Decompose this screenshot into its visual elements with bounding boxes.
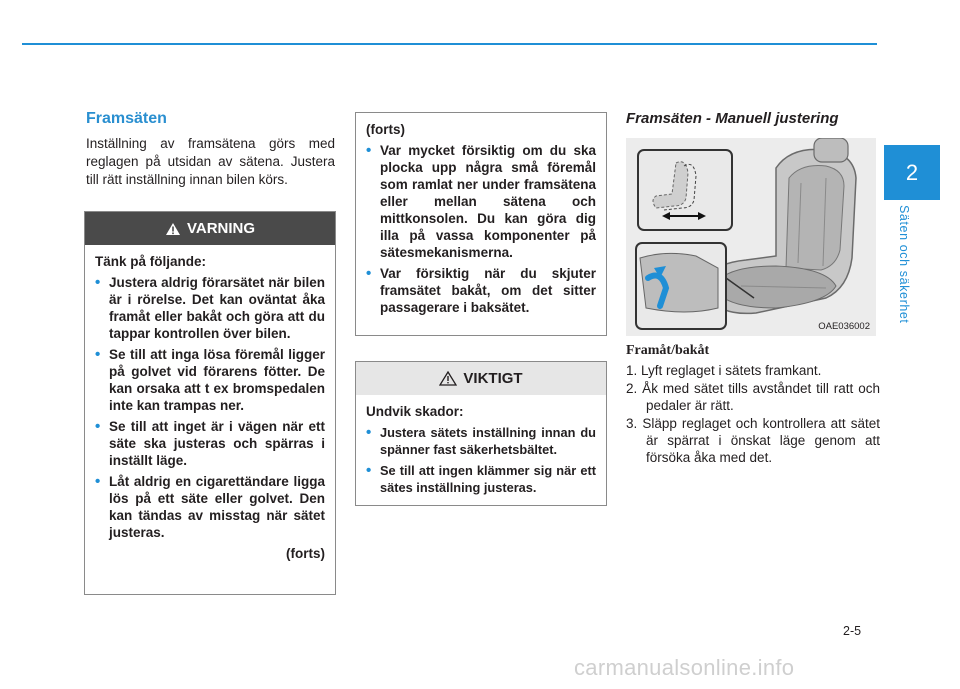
warning-list [95,274,325,541]
notice-box [355,361,607,506]
watermark: carmanualsonline.info [574,655,795,680]
manual-adjust-heading: Framsäten - Manuell justering [626,110,839,127]
warning-body [85,245,335,570]
chapter-tab: 2 [884,145,940,200]
notice-body [356,395,606,508]
list-item: • Var försiktig när du skjuter framsätet bakåt, om det sitter passagerare i baksätet. [366,265,596,315]
continued-warning-box [355,112,607,336]
bullet-icon: • [366,265,372,282]
list-item: • Justera sätets inställning innan du spänner fast säkerhetsbältet. [366,424,596,457]
bullet-icon: • [366,424,372,441]
adjustment-steps [626,362,880,467]
page-number: 2-5 [843,624,862,638]
section-heading: Framsäten [86,110,167,127]
caution-icon [439,371,457,386]
list-item: • Se till att inget är i vägen när ett säte ska justeras och spärras i inställt läge. [95,418,325,468]
notice-band [356,362,606,395]
warning-label: VARNING [186,220,256,237]
list-item: • Se till att inga lösa föremål ligger på golvet vid förarens fötter. De kan orsaka att t ex bromspedalen inte kan trampas ner. [95,346,325,413]
warning-box [84,211,336,595]
bullet-icon: • [95,473,101,490]
list-item: • Justera aldrig förarsätet när bilen är i rörelse. Det kan oväntat åka framåt eller bakåt och göra att du tappar kontrollen över bilen. [95,274,325,341]
bullet-icon: • [95,418,101,435]
intro-text: Inställning av framsätena görs med reglagen på utsidan av sätena. Justera till rätt inställning innan bilen körs. [86,136,335,187]
notice-list [366,424,596,496]
list-item: 1. Lyft reglaget i sätets framkant. [626,363,822,378]
list-item: 2. Åk med sätet tills avståndet till ratt och pedaler är rätt. [626,381,880,413]
bullet-icon: • [366,142,372,159]
list-item: 3. Släpp reglaget och kontrollera att sätet är spärrat i önskat läge genom att försöka åka med det. [626,416,880,465]
continued-list [366,142,596,316]
list-item: • Var mycket försiktig om du ska plocka upp några små föremål som ramlat ner under framsätena eller mellan sätena och mittkonsolen. Du kan göra dig illa på vassa komponenter på sätesmekanismerna. [366,142,596,260]
continued-lead: (forts) [366,122,405,137]
bullet-icon: • [366,462,372,479]
notice-label: VIKTIGT [463,370,523,387]
bullet-icon: • [95,274,101,291]
continued-body [356,113,606,328]
bullet-icon: • [95,346,101,363]
warning-icon [165,222,181,236]
seat-illustration [626,138,876,336]
notice-lead: Undvik skador: [366,404,464,419]
list-item: • Se till att ingen klämmer sig när ett sätes inställning justeras. [366,462,596,495]
header-rule [22,43,877,45]
warning-band [85,212,335,245]
chapter-title: Säten och säkerhet [897,205,911,324]
warning-lead: Tänk på följande: [95,254,207,269]
seat-drawing [626,138,876,336]
figure-code: OAE036002 [818,321,870,332]
forward-backward-subheading: Framåt/bakåt [626,343,710,358]
list-item: • Låt aldrig en cigarettändare ligga lös på ett säte eller golvet. Den kan tändas av misstag när sätet justeras. [95,473,325,540]
continued-label: (forts) [286,546,325,561]
